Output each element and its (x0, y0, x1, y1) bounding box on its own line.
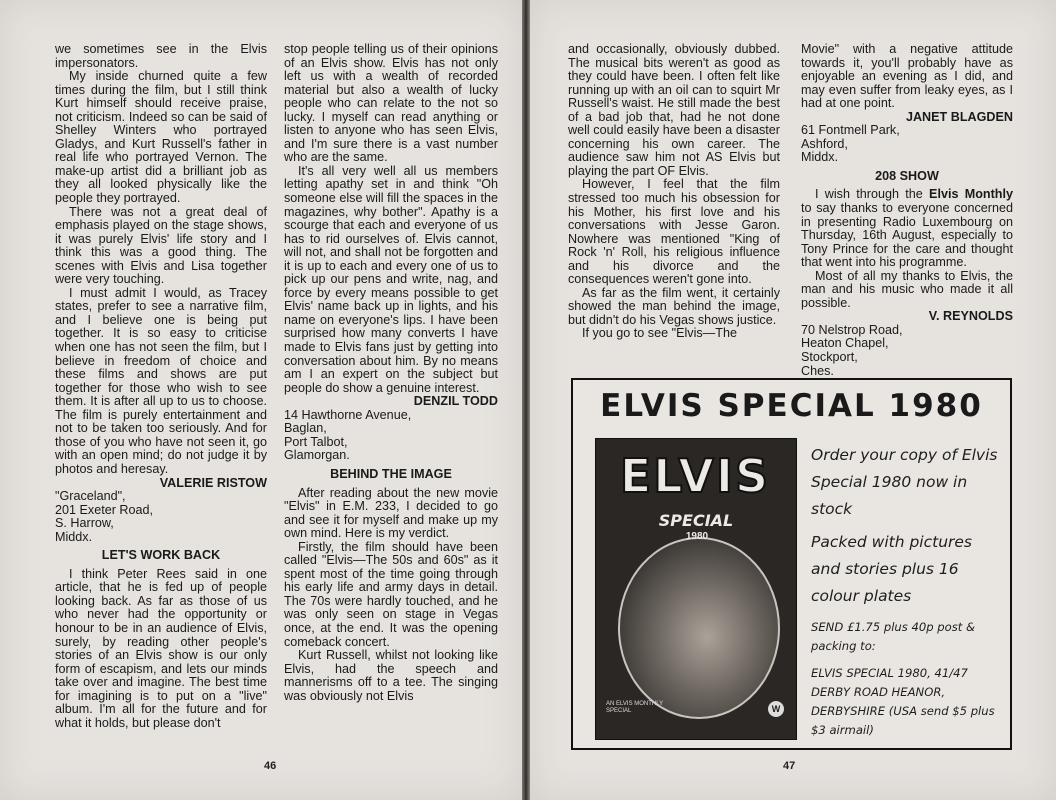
address-line: 70 Nelstrop Road, (801, 322, 903, 337)
portrait-photo (618, 537, 780, 719)
address-line: Middx. (801, 150, 839, 165)
publisher-logo-icon: W (768, 701, 784, 717)
section-heading: 208 SHOW (875, 168, 939, 183)
paragraph: However, I feel that the film stressed too much his obsession for his Mother, his first love and his conversations with Jesse Garon. Nowhere was mentioned "King of Rock 'n' Roll, his religious influence and his divorce and the consequences weren't gone into. (568, 177, 780, 287)
cover-tagline: AN ELVIS MONTHLY SPECIAL (606, 701, 664, 714)
elvis-special-advert (571, 378, 1012, 750)
address-line: Glamorgan. (284, 448, 350, 463)
address (55, 490, 267, 544)
right-column-1 (568, 43, 780, 341)
address-line: 61 Fontmell Park, (801, 123, 900, 138)
left-column-1 (55, 43, 267, 730)
advert-title: ELVIS SPECIAL 1980 (600, 388, 983, 424)
address-line: 14 Hawthorne Avenue, (284, 407, 412, 422)
left-column-2 (284, 43, 498, 703)
paragraph: As far as the film went, it certainly showed the man behind the image, but didn't do his Vegas shows justice. (568, 285, 780, 327)
paragraph: I think Peter Rees said in one article, that he is fed up of people looking back. As far as those of us who never had the opportunity or honour to be in an audience of Elvis, surely, by reading other people's stories of an Elvis show is our only form of escapism, and lets our minds take over and imagine. The best time for imagining is to put on a "live" album. I'm all for the future and for what it holds, but please don't (55, 566, 267, 730)
signature: JANET BLAGDEN (905, 109, 1013, 124)
paragraph: After reading about the new movie "Elvis" in E.M. 233, I decided to go and see it for myself and make up my own mind. Here is my verdict. (284, 485, 498, 541)
text-run: to say thanks to everyone concerned in presenting Radio Luxembourg on Thursday, 16th August, especially to Tony Prince for the care and thought that went into his programme. (801, 201, 1013, 270)
magazine-cover-image (595, 438, 797, 740)
section-heading: LET'S WORK BACK (101, 548, 221, 563)
paragraph: Movie" with a negative attitude towards it, you'll probably have as enjoyable an evening as I did, and may even suffer from leaky eyes, as I had at one point. (801, 42, 1013, 111)
advert-line: ELVIS SPECIAL 1980, 41/47 DERBY ROAD HEANOR, DERBYSHIRE (USA send $5 plus $3 airmail) (811, 666, 995, 737)
address-line: Ches. (801, 363, 834, 378)
advert-line: Order your copy of Elvis Special 1980 now in stock (811, 446, 998, 518)
signature: V. REYNOLDS (928, 309, 1013, 324)
address (284, 409, 498, 463)
address-line: S. Harrow, (55, 516, 114, 531)
paragraph: Kurt Russell, whilst not looking like Elvis, had the speech and mannerisms off to a tee. The singing was obviously not Elvis (284, 648, 498, 703)
paragraph: There was not a great deal of emphasis played on the stage shows, it was purely Elvis' life story and I think this was a good thing. The scenes with Elvis and Lisa together were very touching. (55, 204, 267, 287)
book-spine (522, 0, 530, 800)
paragraph: and occasionally, obviously dubbed. The musical bits weren't as good as they could have been. I often felt like running up with an oil can to squirt Mr Russell's waist. He still made the best of a bad job that, had he not done well could easily have been a disaster concerning his own career. The audience saw him not AS Elvis but playing the part OF Elvis. (568, 42, 780, 178)
paragraph: My inside churned quite a few times during the film, but I still think Kurt himself should receive praise, not criticism. Indeed so can be said of Shelley Winters who portrayed Gladys, and Kurt Russell's father in real life who portrayed Vernon. The make-up artist did a brilliant job as they all looked physically like the people they portrayed. (55, 69, 267, 206)
section-heading: BEHIND THE IMAGE (330, 466, 452, 481)
paragraph (801, 188, 1013, 269)
address-line: Stockport, (801, 350, 858, 365)
advert-text (811, 442, 1006, 740)
paragraph: we sometimes see in the Elvis impersonators. (55, 42, 267, 70)
paragraph: stop people telling us of their opinions of an Elvis show. Elvis has not only left us with a wealth of recorded material but also a wealth of lucky people who can relate to the not so lucky. I myself can read anything or listen to anyone who has seen Elvis, and I'm sure there is a vast number who are the same. (284, 42, 498, 165)
paragraph: Most of all my thanks to Elvis, the man and his music who made it all possible. (801, 268, 1013, 310)
magazine-name: Elvis Monthly (929, 187, 1013, 202)
address-line: 201 Exeter Road, (55, 502, 154, 517)
cover-subtitle: SPECIAL (658, 511, 734, 530)
address (801, 124, 1013, 165)
address-line: Middx. (55, 529, 93, 544)
address-line: Baglan, (284, 421, 327, 436)
paragraph: I must admit I would, as Tracey states, prefer to see a narrative film, and I believe one is being put together. It is so easy to criticise when one has not seen the film, but I believe in freedom of choice and these films and shows are put together for those who wish to see them. It is after all up to us to choose. The film is purely entertainment and not to be taken too seriously. And for those of you who have not seen it, go with an open mind; do not judge it by photos and heresay. (55, 285, 267, 476)
advert-line: SEND £1.75 plus 40p post & packing to: (811, 620, 976, 653)
address-line: Heaton Chapel, (801, 336, 889, 351)
signature: DENZIL TODD (413, 394, 498, 409)
address-line: Port Talbot, (284, 434, 348, 449)
address (801, 324, 1013, 378)
advert-line: Packed with pictures and stories plus 16 colour plates (811, 533, 973, 605)
address-line: "Graceland", (55, 489, 126, 504)
paragraph: If you go to see "Elvis—The (582, 326, 737, 341)
right-column-2 (801, 43, 1013, 378)
text-run: I wish through the (815, 187, 930, 202)
address-line: Ashford, (801, 136, 848, 151)
cover-year: 1980 (685, 531, 709, 542)
paragraph: Firstly, the film should have been called "Elvis—The 50s and 60s" as it spent most of the time going through his early life and army days in detail. The 70s were hardly touched, and he was only seen on stage in Vegas once, at the end. It was the opening comeback concert. (284, 539, 498, 649)
paragraph: It's all very well all us members letting apathy set in and think "Oh someone else will fill the spaces in the magazines, why bother". Apathy is a scourge that each and everyone of us has to rid ourselves of. Elvis cannot, will not, and shall not be forgotten and it is up to each and every one of us to pick up our pens and write, nag, and force by every means possible to get Elvis' name back up in lights, and his name on everyone's lips. I have been surprised how many converts I have made to Elvis fans just by getting into conversation about him. By no means am I an expert on the subject but people do show a genuine interest. (284, 163, 498, 395)
signature: VALERIE RISTOW (159, 475, 267, 490)
cover-title: ELVIS (619, 449, 771, 503)
page-number: 47 (783, 760, 796, 772)
page-number: 46 (264, 760, 277, 772)
